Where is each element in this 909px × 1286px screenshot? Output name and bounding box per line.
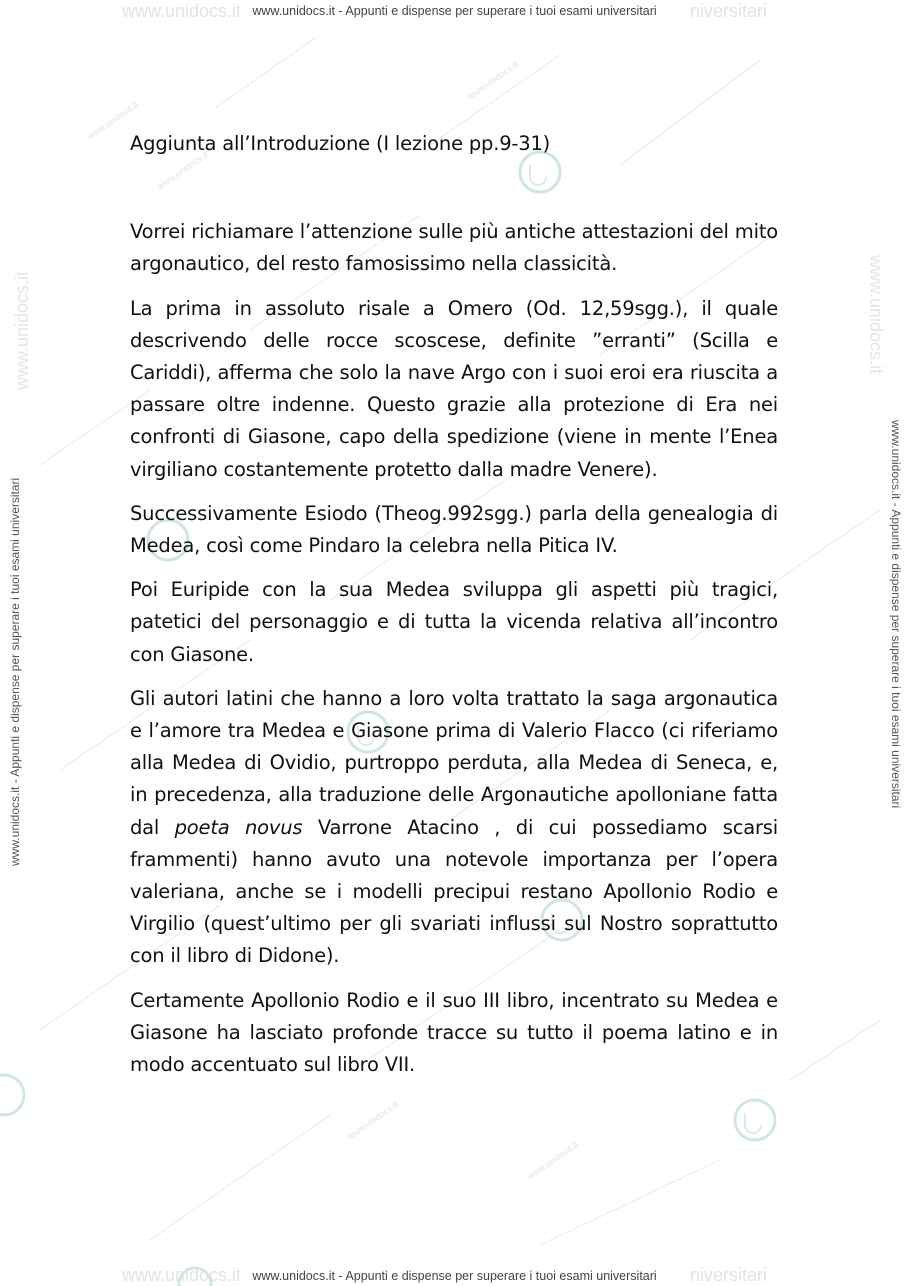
document-title: Aggiunta all’Introduzione (I lezione pp.9-31) xyxy=(130,132,551,155)
watermark-ghost-top-tail: niversitari xyxy=(690,1,768,21)
svg-text:www.unidocs.it: www.unidocs.it xyxy=(85,99,140,142)
svg-text:www.unidocs.it: www.unidocs.it xyxy=(345,1099,400,1142)
watermark-header: www.unidocs.it - Appunti e dispense per superare i tuoi esami universitari xyxy=(252,4,657,18)
paragraph-2: La prima in assoluto risale a Omero (Od. 12,59sgg.), il quale descrivendo delle rocce scoscese, definite ”erranti” (Scilla e Cariddi), afferma che solo la nave Argo con i suoi eroi era riuscita a passare oltre indenne. Questo grazie alla protezione di Era nei confronti di Giasone, capo della spedizione (viene in mente l’Enea virgiliano costantemente protetto dalla madre Venere). xyxy=(130,296,778,481)
watermark-right-side: www.unidocs.it - Appunti e dispense per superare i tuoi esami universitari xyxy=(889,420,903,809)
watermark-ghost-bottom-tail: niversitari xyxy=(690,1265,768,1285)
paragraph-4: Poi Euripide con la sua Medea sviluppa gli aspetti più tragici, patetici del personaggio e di tutta la vicenda relativa all’incontro con Giasone. xyxy=(130,578,778,666)
paragraph-3: Successivamente Esiodo (Theog.992sgg.) parla della genealogia di Medea, così come Pindaro la celebra nella Pitica IV. xyxy=(130,501,778,558)
svg-text:www.unidocs.it: www.unidocs.it xyxy=(155,149,210,192)
paragraph-5-part-1: Gli autori latini che hanno a loro volta trattato la saga argonautica e l’amore tra Medea e Giasone prima di Valerio Flacco (ci riferiamo alla Medea di Ovidio, purtroppo perduta, alla Medea di Seneca, e, in precedenza, alla traduzione delle Argonautiche apolloniane fatta dal xyxy=(130,686,778,839)
watermark-ghost-right: www.unidocs.it xyxy=(866,255,886,375)
svg-text:www.unidocs.it: www.unidocs.it xyxy=(465,59,520,102)
paragraph-6: Certamente Apollonio Rodio e il suo III libro, incentrato su Medea e Giasone ha lasciato profonde tracce su tutto il poema latino e in modo accentuato sul libro VII. xyxy=(130,988,778,1077)
watermark-ghost-left: www.unidocs.it xyxy=(12,270,32,390)
paragraph-5 xyxy=(130,683,778,973)
paragraph-5-italic: poeta novus xyxy=(174,815,303,839)
watermark-left-side: www.unidocs.it - Appunti e dispense per superare i tuoi esami universitari xyxy=(8,477,22,866)
watermark-footer: www.unidocs.it - Appunti e dispense per superare i tuoi esami universitari xyxy=(252,1269,657,1283)
document-body xyxy=(130,128,778,1093)
svg-text:www.unidocs.it: www.unidocs.it xyxy=(525,1139,580,1182)
paragraph-5-part-2: Varrone Atacino , di cui possediamo scarsi frammenti) hanno avuto una notevole importanza per l’opera valeriana, anche se i modelli precipui restano Apollonio Rodio e Virgilio (quest’ultimo per gli svariati influssi sul Nostro soprattutto con il libro di Didone). xyxy=(130,815,778,968)
watermark-ghost-top: www.unidocs.it xyxy=(122,1,242,21)
paragraph-1: Vorrei richiamare l’attenzione sulle più antiche attestazioni del mito argonautico, del resto famosissimo nella classicità. xyxy=(130,220,778,276)
watermark-ghost-bottom: www.unidocs.it xyxy=(122,1265,242,1285)
